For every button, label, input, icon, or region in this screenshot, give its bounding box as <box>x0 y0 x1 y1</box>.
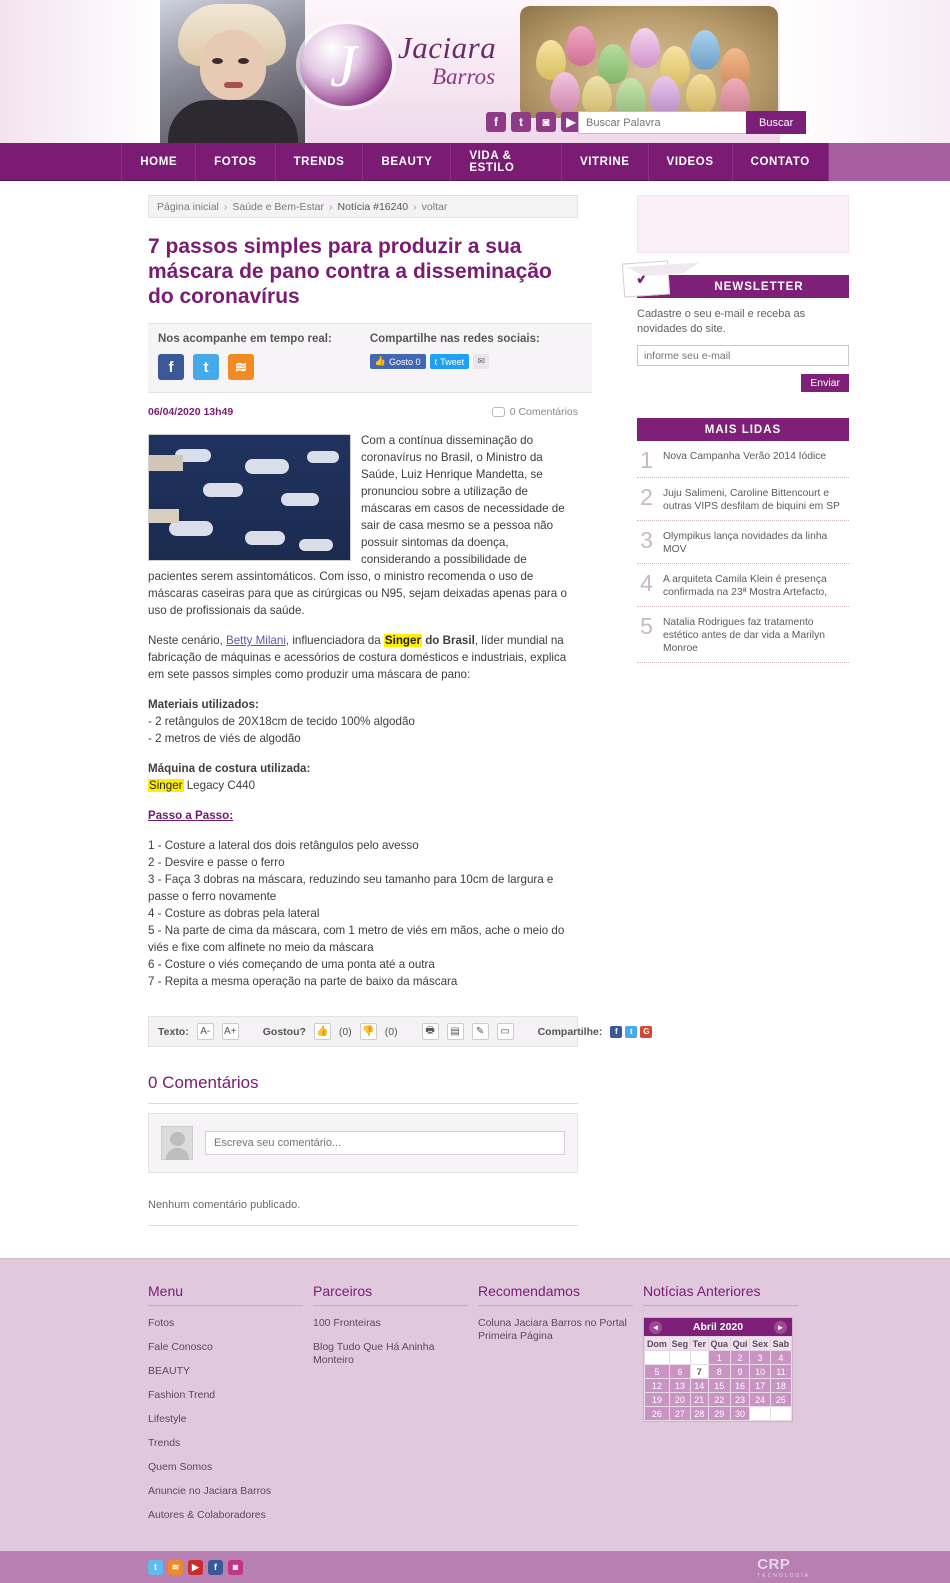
breadcrumb-separator-2: › <box>329 200 333 213</box>
breadcrumb-item-category[interactable]: Saúde e Bem-Estar <box>232 200 325 213</box>
newsletter-title: NEWSLETTER <box>714 280 804 293</box>
calendar-day[interactable]: 13 <box>669 1379 690 1393</box>
comments-heading: 0 Comentários <box>148 1073 578 1104</box>
footer-link-coluna-portal[interactable]: Coluna Jaciara Barros no Portal Primeira Página <box>478 1317 627 1342</box>
search-button[interactable]: Buscar <box>746 111 806 134</box>
breadcrumb-back-link[interactable]: voltar <box>421 200 448 213</box>
rank-number: 5 <box>640 613 653 639</box>
youtube-icon[interactable]: ▶ <box>188 1560 203 1575</box>
calendar-day[interactable]: 28 <box>690 1407 708 1421</box>
calendar-day[interactable]: 5 <box>645 1365 670 1379</box>
google-plus-icon[interactable]: G <box>640 1026 652 1038</box>
calendar-month-label: Abril 2020 <box>692 1321 744 1333</box>
previous-news-title: Notícias Anteriores <box>643 1283 798 1306</box>
p2-brand-tail: do Brasil <box>421 634 475 647</box>
list-item-label: Natalia Rodrigues faz tratamento estético antes de dar vida a Marilyn Monroe <box>663 617 825 654</box>
article-paragraph-1: Com a contínua disseminação do coronavírus no Brasil, o Ministro da Saúde, Luiz Henrique Mandetta, se pronunciou sobre a utilização de máscaras em casos de necessidade de sair de casa mesmo se a pessoa não possuir sintomas da doença, considerando a possibilidade de pacientes serem assintomáticos. Com isso, o ministro recomenda o uso de máscaras caseiras para que as cirúrgicas ou N95, sejam deixadas apenas para o uso de profissionais da saúde. <box>148 434 567 617</box>
footer-link-fale-conosco[interactable]: Fale Conosco <box>148 1341 213 1353</box>
table-row <box>645 1365 792 1379</box>
calendar-day[interactable]: 6 <box>669 1365 690 1379</box>
footer-column-recommend <box>478 1283 643 1533</box>
nav-end-decoration <box>829 143 950 181</box>
follow-icons[interactable] <box>158 354 332 380</box>
comment-input[interactable] <box>205 1131 565 1155</box>
calendar-day[interactable]: 2 <box>730 1351 749 1365</box>
breadcrumb[interactable] <box>148 195 578 218</box>
thumbs-up-icon[interactable]: 👍 <box>314 1023 331 1040</box>
page-title: 7 passos simples para produzir a sua máscara de pano contra a disseminação do coronavírus <box>148 235 552 308</box>
breadcrumb-item-home[interactable]: Página inicial <box>157 200 219 213</box>
thumbs-down-count: (0) <box>384 1025 398 1038</box>
portrait-face <box>200 30 266 100</box>
list-item-label: A arquiteta Camila Klein é presença confirmada na 23ª Mostra Artefacto, <box>663 574 828 598</box>
liked-label: Gostou? <box>262 1025 306 1038</box>
nav-item-vida-estilo[interactable]: VIDA & ESTILO <box>451 143 562 181</box>
nav-item-videos[interactable]: VIDEOS <box>649 143 733 181</box>
calendar-weekday-row <box>645 1337 792 1351</box>
steps-title: Passo a Passo: <box>148 809 234 822</box>
calendar-day[interactable]: 9 <box>730 1365 749 1379</box>
checkmark-icon: ✓ <box>634 267 653 290</box>
table-row <box>645 1393 792 1407</box>
calendar-prev-icon[interactable]: ◄ <box>649 1321 662 1334</box>
article-comment-count[interactable] <box>492 406 578 418</box>
article-meta <box>148 406 578 418</box>
calendar-weekday: Seg <box>669 1337 690 1351</box>
calendar-day[interactable]: 8 <box>708 1365 730 1379</box>
no-comments-message: Nenhum comentário publicado. <box>148 1199 578 1226</box>
twitter-icon[interactable]: t <box>193 354 219 380</box>
nav-item-fotos[interactable]: FOTOS <box>196 143 275 181</box>
calendar-day[interactable]: 18 <box>770 1379 791 1393</box>
calendar-day[interactable]: 15 <box>708 1379 730 1393</box>
comment-form[interactable] <box>148 1113 578 1173</box>
tools-share-label: Compartilhe: <box>537 1025 603 1038</box>
calendar-day[interactable]: 14 <box>690 1379 708 1393</box>
most-read-title: MAIS LIDAS <box>637 418 849 441</box>
footer-link-fashion-trend[interactable]: Fashion Trend <box>148 1389 216 1401</box>
facebook-like-button[interactable] <box>370 354 426 369</box>
article-body <box>148 432 578 990</box>
header-social-links[interactable] <box>486 112 581 132</box>
rank-number: 4 <box>640 570 653 596</box>
main-column <box>148 195 650 1226</box>
step-5: 5 - Na parte de cima da máscara, com 1 metro de viés em mãos, ache o meio do viés e fixe com alfinete no meio da máscara <box>148 924 565 954</box>
machine-block <box>148 760 578 794</box>
list-item-label: Olympikus lança novidades da linha MOV <box>663 531 828 555</box>
calendar-day-empty <box>669 1351 690 1365</box>
list-item[interactable] <box>637 441 849 478</box>
credit-label: CRP <box>757 1555 791 1573</box>
footer-columns <box>148 1283 950 1533</box>
calendar-day[interactable]: 1 <box>708 1351 730 1365</box>
calendar-day[interactable]: 12 <box>645 1379 670 1393</box>
step-7: 7 - Repita a mesma operação na parte de baixo da máscara <box>148 975 458 988</box>
calendar-day[interactable]: 29 <box>708 1407 730 1421</box>
site-footer <box>0 1258 950 1551</box>
footer-link-lifestyle[interactable]: Lifestyle <box>148 1413 187 1425</box>
materials-block <box>148 696 578 747</box>
machine-title: Máquina de costura utilizada: <box>148 762 311 775</box>
footer-link-anuncie[interactable]: Anuncie no Jaciara Barros <box>148 1485 272 1497</box>
article-thumbnail-image[interactable] <box>148 434 351 561</box>
step-1: 1 - Costure a lateral dos dois retângulos pelo avesso <box>148 839 419 852</box>
footer-menu-title: Menu <box>148 1283 303 1306</box>
article-date: 06/04/2020 13h49 <box>148 406 234 418</box>
facebook-icon[interactable]: f <box>486 112 506 132</box>
footer-link-beauty[interactable]: BEAUTY <box>148 1365 191 1377</box>
list-item[interactable] <box>637 564 849 607</box>
machine-model: Legacy C440 <box>183 779 256 792</box>
rank-number: 1 <box>640 447 653 473</box>
table-row <box>645 1379 792 1393</box>
newsletter-header <box>634 267 849 298</box>
calendar-weekday: Dom <box>645 1337 670 1351</box>
calendar-weekday: Sex <box>750 1337 771 1351</box>
comment-count-label: 0 Comentários <box>509 406 578 418</box>
facebook-icon[interactable]: f <box>208 1560 223 1575</box>
share-label: Compartilhe nas redes sociais: <box>369 333 540 345</box>
calendar-weekday: Qui <box>730 1337 749 1351</box>
materials-item-2: - 2 metros de viés de algodão <box>148 732 301 745</box>
main-navigation[interactable] <box>0 143 950 181</box>
p2-post: , líder mundial na fabricação de máquinas e acessórios de costura domésticos e industriais, explica em sete passos simples como produzir uma máscara de pano: <box>148 634 567 681</box>
calendar-day[interactable]: 10 <box>750 1365 771 1379</box>
calendar-header <box>644 1318 792 1336</box>
materials-title: Materiais utilizados: <box>148 698 259 711</box>
share-buttons[interactable] <box>370 354 540 369</box>
calendar-day[interactable]: 22 <box>708 1393 730 1407</box>
nav-item-beauty[interactable]: BEAUTY <box>363 143 451 181</box>
logo-line-1: Jaciara <box>398 30 497 65</box>
host-portrait-photo <box>160 0 305 143</box>
table-row <box>645 1407 792 1421</box>
comment-icon[interactable]: ▭ <box>497 1023 514 1040</box>
font-decrease-button[interactable]: A- <box>197 1023 214 1040</box>
calendar-day[interactable]: 30 <box>730 1407 749 1421</box>
calendar-day[interactable]: 25 <box>770 1393 791 1407</box>
nav-left-spacer <box>0 143 121 181</box>
share-section <box>148 323 592 393</box>
calendar-weekday: Sab <box>770 1337 791 1351</box>
envelope-icon <box>622 260 670 297</box>
instagram-icon[interactable]: ◙ <box>228 1560 243 1575</box>
footer-column-menu <box>148 1283 313 1533</box>
step-2: 2 - Desvire e passe o ferro <box>148 856 285 869</box>
step-3: 3 - Faça 3 dobras na máscara, reduzindo seu tamanho para 10cm de largura e passe o ferro novamente <box>148 873 554 903</box>
text-size-label: Texto: <box>158 1025 189 1038</box>
rss-icon[interactable]: ≋ <box>168 1560 183 1575</box>
materials-item-1: - 2 retângulos de 20X18cm de tecido 100% algodão <box>148 715 415 728</box>
calendar-day-empty <box>645 1351 670 1365</box>
calendar-day[interactable]: 11 <box>770 1365 791 1379</box>
calendar-next-icon[interactable]: ► <box>774 1321 787 1334</box>
rss-icon[interactable]: ≋ <box>228 354 254 380</box>
footer-column-partners <box>313 1283 478 1533</box>
facebook-like-label: Gosto 0 <box>389 356 421 367</box>
newsletter-email-input[interactable] <box>637 345 849 366</box>
nav-item-contato[interactable]: CONTATO <box>733 143 829 181</box>
footer-partners-title: Parceiros <box>313 1283 468 1306</box>
easter-eggs-banner-image <box>520 6 778 118</box>
betty-milani-link[interactable]: Betty Milani <box>225 634 286 647</box>
calendar-weekday: Ter <box>690 1337 708 1351</box>
calendar-day[interactable]: 19 <box>645 1393 670 1407</box>
font-increase-button[interactable]: A+ <box>222 1023 239 1040</box>
step-4: 4 - Costure as dobras pela lateral <box>148 907 320 920</box>
most-read-widget <box>637 418 849 663</box>
twitter-icon[interactable]: t <box>625 1026 637 1038</box>
footer-link-trends[interactable]: Trends <box>148 1437 181 1449</box>
logo-line-2: Barros <box>432 64 496 89</box>
instagram-icon[interactable]: ◙ <box>536 112 556 132</box>
newsletter-submit-button[interactable]: Enviar <box>801 374 849 392</box>
calendar-day[interactable]: 23 <box>730 1393 749 1407</box>
follow-label: Nos acompanhe em tempo real: <box>158 333 332 345</box>
header-search[interactable] <box>578 111 806 134</box>
steps-list <box>148 837 578 990</box>
breadcrumb-item-current: Notícia #16240 <box>337 200 409 213</box>
p2-mid: , influenciadora da <box>285 634 384 647</box>
breadcrumb-separator-1: › <box>223 200 228 213</box>
search-input[interactable] <box>578 111 746 134</box>
twitter-tweet-label: Tweet <box>440 356 465 367</box>
calendar-day[interactable]: 4 <box>770 1351 791 1365</box>
calendar-day-empty <box>750 1407 771 1421</box>
thumbs-up-icon: 👍 <box>374 356 387 366</box>
calendar-weekday: Qua <box>708 1337 730 1351</box>
singer-highlight: Singer <box>384 634 421 647</box>
rank-number: 3 <box>640 527 653 553</box>
logo-monogram-letter: J <box>330 33 357 99</box>
table-row <box>645 1351 792 1365</box>
rank-number: 2 <box>640 484 653 510</box>
thumbs-up-count: (0) <box>338 1025 352 1038</box>
pdf-icon[interactable]: ▤ <box>447 1023 464 1040</box>
site-header <box>0 0 950 143</box>
calendar-table <box>644 1336 792 1421</box>
print-icon[interactable]: 🖶 <box>422 1023 439 1040</box>
nav-item-trends[interactable]: TRENDS <box>276 143 364 181</box>
article-tools-bar[interactable] <box>148 1016 650 1047</box>
sidebar-ad-placeholder[interactable] <box>637 195 849 253</box>
credit-logo[interactable] <box>757 1556 810 1579</box>
sidebar <box>634 195 849 1226</box>
list-item-label: Nova Campanha Verão 2014 Iódice <box>663 451 827 462</box>
footer-social-links[interactable] <box>148 1560 243 1575</box>
footer-recommend-title: Recomendamos <box>478 1283 633 1306</box>
follow-block <box>158 333 332 380</box>
footer-link-autores[interactable]: Autores & Colaboradores <box>148 1509 266 1521</box>
portrait-eye-right <box>238 58 249 64</box>
list-item[interactable] <box>637 478 849 521</box>
article-paragraph-2 <box>148 632 578 683</box>
list-item[interactable] <box>637 521 849 564</box>
step-6: 6 - Costure o viés começando de uma ponta até a outra <box>148 958 435 971</box>
calendar-day[interactable]: 16 <box>730 1379 749 1393</box>
email-share-button[interactable]: ✉ <box>473 354 489 369</box>
calendar-day[interactable]: 3 <box>750 1351 771 1365</box>
steps-heading-block <box>148 807 578 824</box>
calendar-day[interactable]: 21 <box>690 1393 708 1407</box>
thumbs-down-icon[interactable]: 👎 <box>360 1023 377 1040</box>
twitter-icon[interactable]: t <box>148 1560 163 1575</box>
credit-sublabel: TECNOLOGIA <box>757 1572 810 1579</box>
calendar-day-selected[interactable]: 7 <box>690 1365 708 1379</box>
content-wrapper <box>0 181 950 1226</box>
avatar <box>161 1126 193 1160</box>
youtube-icon[interactable]: ▶ <box>561 112 581 132</box>
calendar-day-empty <box>770 1407 791 1421</box>
facebook-icon[interactable]: f <box>610 1026 622 1038</box>
site-logo[interactable] <box>300 14 530 119</box>
bird-icon: t <box>434 356 438 367</box>
footer-link-100-fronteiras[interactable]: 100 Fronteiras <box>313 1317 381 1329</box>
thumbnail-strap-top <box>149 455 183 471</box>
portrait-body <box>168 100 298 143</box>
header-left-decoration <box>0 0 160 143</box>
facebook-icon[interactable]: f <box>158 354 184 380</box>
calendar-day[interactable]: 26 <box>645 1407 670 1421</box>
machine-brand-highlight: Singer <box>149 779 183 792</box>
nav-item-home[interactable]: HOME <box>121 143 196 181</box>
list-item-label: Juju Salimeni, Caroline Bittencourt e outras VIPS desfilam de biquini em SP <box>663 488 840 512</box>
share-block <box>370 333 540 380</box>
twitter-tweet-button[interactable] <box>430 354 470 369</box>
calendar-day[interactable]: 17 <box>750 1379 771 1393</box>
logo-monogram-icon <box>300 24 392 106</box>
portrait-mouth <box>224 82 243 88</box>
footer-link-blog-aninha[interactable]: Blog Tudo Que Há Aninha Monteiro <box>313 1341 435 1366</box>
footer-link-fotos[interactable]: Fotos <box>148 1317 175 1329</box>
calendar-day[interactable]: 24 <box>750 1393 771 1407</box>
list-item[interactable] <box>637 607 849 663</box>
footer-bottom-bar <box>0 1551 950 1583</box>
newsletter-description: Cadastre o seu e-mail e receba as novidades do site. <box>637 308 806 335</box>
nav-item-vitrine[interactable]: VITRINE <box>562 143 649 181</box>
footer-column-previous-news <box>643 1283 813 1533</box>
twitter-icon[interactable]: t <box>511 112 531 132</box>
calendar-day[interactable]: 27 <box>669 1407 690 1421</box>
edit-icon[interactable]: ✎ <box>472 1023 489 1040</box>
p2-pre: Neste cenário, <box>148 634 226 647</box>
portrait-eye-left <box>212 58 223 64</box>
footer-link-quem-somos[interactable]: Quem Somos <box>148 1461 213 1473</box>
logo-wordmark <box>398 30 496 90</box>
breadcrumb-separator-3: › <box>413 200 417 213</box>
comment-bubble-icon <box>492 407 505 417</box>
calendar-day-empty <box>690 1351 708 1365</box>
calendar-widget[interactable] <box>643 1317 793 1422</box>
thumbnail-strap-bottom <box>149 509 179 523</box>
calendar-day[interactable]: 20 <box>669 1393 690 1407</box>
